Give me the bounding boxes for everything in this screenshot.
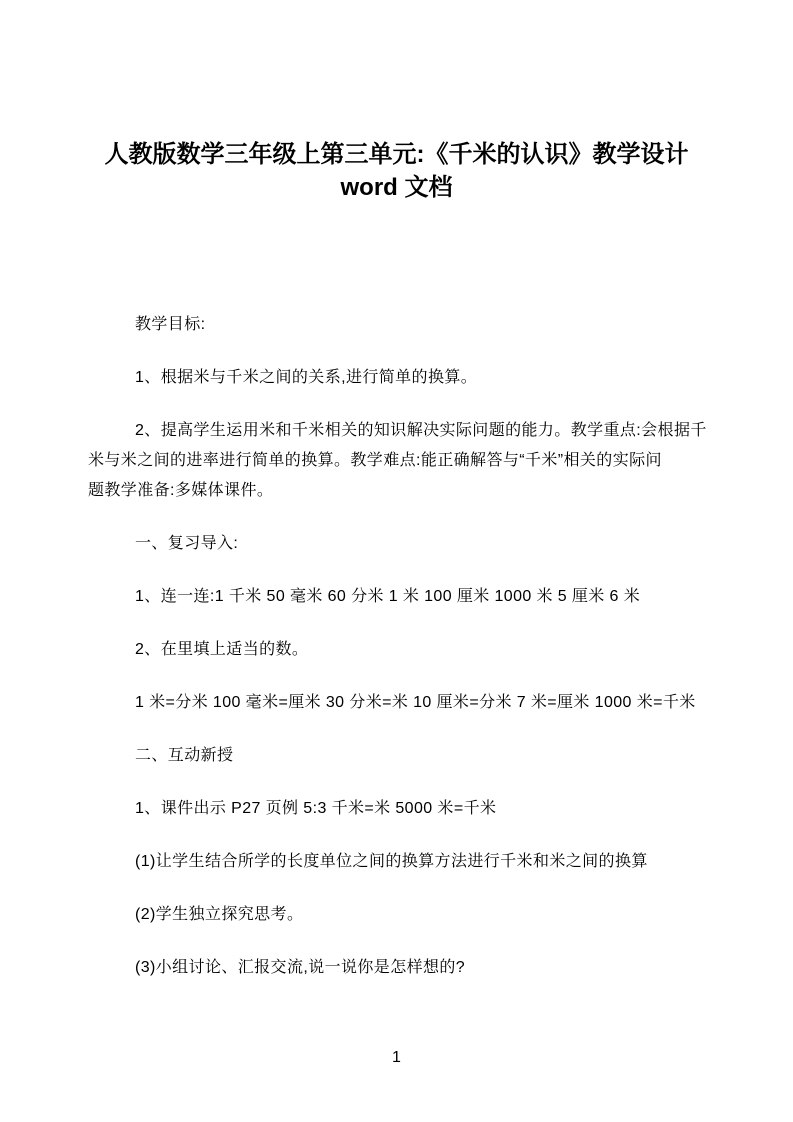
paragraph-line: (3)小组讨论、汇报交流,说一说你是怎样想的? — [135, 959, 466, 976]
review-task-2-fill-in — [88, 635, 705, 665]
paragraph-line: 教学目标: — [135, 316, 206, 333]
teaching-objectives-heading — [88, 310, 705, 340]
paragraph-line: 1、连一连:1 千米 50 毫米 60 分米 1 米 100 厘米 1000 米 5 厘米 6 米 — [135, 588, 641, 605]
paragraph-line: 二、互动新授 — [135, 747, 234, 764]
paragraph-line: (2)学生独立探究思考。 — [135, 906, 304, 923]
document-title-line-1: 人教版数学三年级上第三单元:《千米的认识》教学设计 — [104, 141, 689, 168]
document-title-line-2: word 文档 — [340, 174, 453, 201]
substep-1 — [88, 847, 705, 877]
paragraph-line: (1)让学生结合所学的长度单位之间的换算方法进行千米和米之间的换算 — [135, 853, 648, 870]
substep-2 — [88, 900, 705, 930]
document-body — [88, 310, 705, 983]
section-one-review-heading — [88, 529, 705, 559]
review-task-1-matching — [88, 582, 705, 612]
page-number: 1 — [392, 1049, 401, 1066]
objective-2-key-points — [88, 416, 705, 506]
paragraph-line: 1、课件出示 P27 页例 5:3 千米=米 5000 米=千米 — [135, 800, 497, 817]
paragraph-line: 2、提高学生运用米和千米相关的知识解决实际问题的能力。教学重点:会根据千 — [135, 422, 707, 439]
paragraph-line: 1 米=分米 100 毫米=厘米 30 分米=米 10 厘米=分米 7 米=厘米 1000 米=千米 — [135, 694, 696, 711]
paragraph-line: 2、在里填上适当的数。 — [135, 641, 309, 658]
section-two-new-teaching-heading — [88, 741, 705, 771]
substep-3 — [88, 953, 705, 983]
document-title — [88, 0, 705, 204]
paragraph-line: 题教学准备:多媒体课件。 — [88, 482, 274, 499]
fill-in-equations — [88, 688, 705, 718]
objective-1 — [88, 363, 705, 393]
paragraph-line: 米与米之间的进率进行简单的换算。教学难点:能正确解答与“千米”相关的实际问 — [88, 452, 662, 469]
paragraph-line: 1、根据米与千米之间的关系,进行简单的换算。 — [135, 369, 478, 386]
new-teaching-step-courseware — [88, 794, 705, 824]
paragraph-line: 一、复习导入: — [135, 535, 239, 552]
